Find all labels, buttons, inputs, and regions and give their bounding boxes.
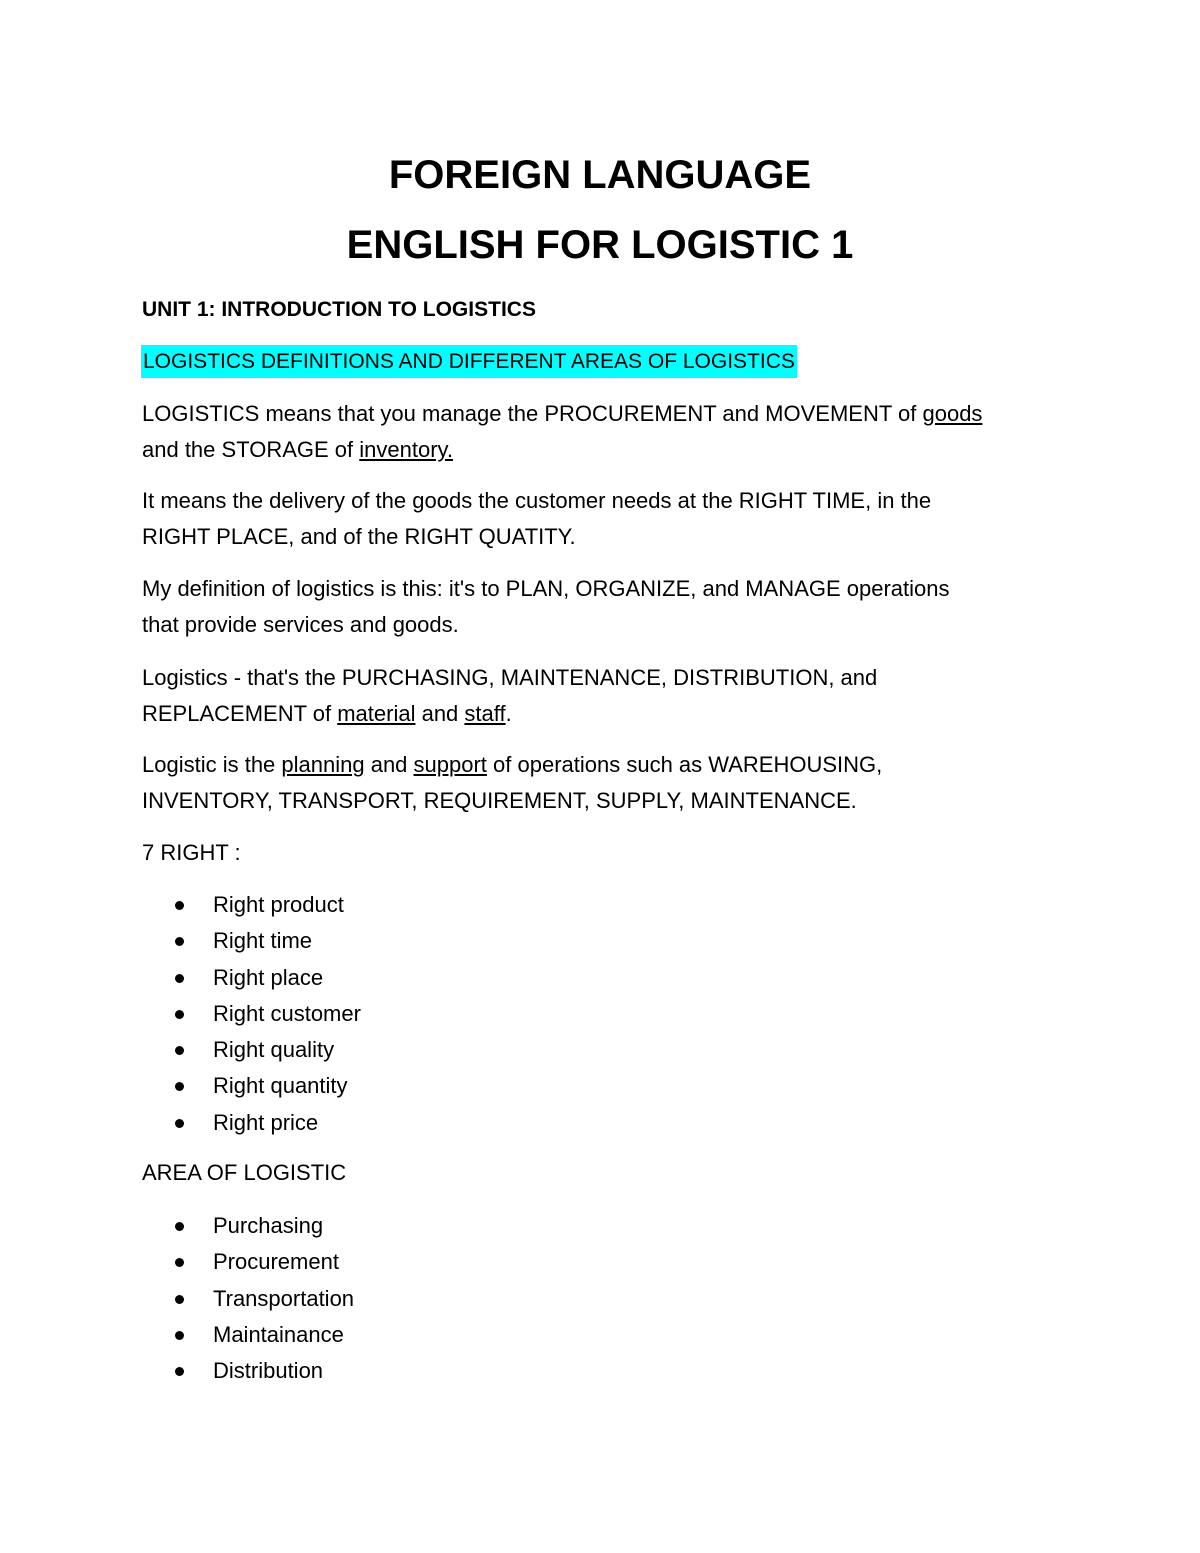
seven-right-label: 7 RIGHT :: [142, 840, 241, 865]
document-subtitle: ENGLISH FOR LOGISTIC 1: [346, 223, 854, 267]
paragraph-line: It means the delivery of the goods the customer needs at the RIGHT TIME, in the: [142, 488, 932, 513]
bullet-icon: [175, 1119, 184, 1128]
list-item-text: Procurement: [213, 1249, 339, 1275]
list-item-text: Right time: [213, 928, 313, 954]
paragraph-text: and the STORAGE of: [142, 437, 360, 462]
underlined-word-goods: goods: [922, 401, 983, 426]
bullet-icon: [175, 937, 184, 946]
paragraph-logistics-means: [142, 396, 1072, 468]
bullet-icon: [175, 1295, 184, 1304]
paragraph-line: that provide services and goods.: [142, 612, 459, 637]
bullet-icon: [175, 1010, 184, 1019]
paragraph-text: .: [505, 701, 512, 726]
highlighted-heading: LOGISTICS DEFINITIONS AND DIFFERENT AREAS OF LOGISTICS: [141, 345, 797, 378]
area-of-logistic-label: AREA OF LOGISTIC: [142, 1160, 347, 1185]
paragraph-definition: [142, 571, 1072, 643]
list-item-text: Right place: [213, 964, 324, 990]
paragraph-delivery: [142, 483, 1072, 555]
list-item-text: Maintainance: [213, 1321, 344, 1347]
bullet-icon: [175, 1331, 184, 1340]
bullet-icon: [175, 901, 184, 910]
paragraph-text: and: [364, 752, 414, 777]
paragraph-text: LOGISTICS means that you manage the PROCUREMENT and MOVEMENT of: [142, 401, 923, 426]
paragraph-text: Logistic is the: [142, 752, 282, 777]
paragraph-text: REPLACEMENT of: [142, 701, 338, 726]
list-item-text: Right quantity: [213, 1073, 348, 1099]
paragraph-line: Logistics - that's the PURCHASING, MAINTENANCE, DISTRIBUTION, and: [142, 665, 878, 690]
paragraph-text: of operations such as WAREHOUSING,: [486, 752, 883, 777]
unit-heading: UNIT 1: INTRODUCTION TO LOGISTICS: [142, 298, 536, 321]
underlined-word-staff: staff: [464, 701, 506, 726]
bullet-icon: [175, 1222, 184, 1231]
list-item-text: Transportation: [213, 1285, 355, 1311]
bullet-icon: [175, 1082, 184, 1091]
list-item-text: Right price: [213, 1109, 319, 1135]
list-item-text: Right customer: [213, 1000, 361, 1026]
list-item-text: Right quality: [213, 1037, 335, 1063]
paragraph-planning-support: [142, 747, 1072, 819]
underlined-word-material: material: [337, 701, 416, 726]
bullet-icon: [175, 1367, 184, 1376]
paragraph-purchasing: [142, 660, 1072, 732]
paragraph-line: INVENTORY, TRANSPORT, REQUIREMENT, SUPPLY, MAINTENANCE.: [142, 788, 857, 813]
list-item-text: Purchasing: [213, 1213, 324, 1238]
list-item-text: Distribution: [213, 1358, 324, 1384]
underlined-word-support: support: [413, 752, 487, 777]
list-item-text: Right product: [213, 892, 344, 917]
underlined-word-planning: planning: [281, 752, 365, 777]
underlined-word-inventory: inventory.: [359, 437, 454, 462]
paragraph-line: My definition of logistics is this: it's to PLAN, ORGANIZE, and MANAGE operations: [142, 576, 950, 601]
bullet-icon: [175, 974, 184, 983]
paragraph-line: RIGHT PLACE, and of the RIGHT QUATITY.: [142, 524, 576, 549]
document-title: FOREIGN LANGUAGE: [388, 153, 812, 197]
bullet-icon: [175, 1046, 184, 1055]
bullet-icon: [175, 1258, 184, 1267]
paragraph-text: and: [415, 701, 465, 726]
